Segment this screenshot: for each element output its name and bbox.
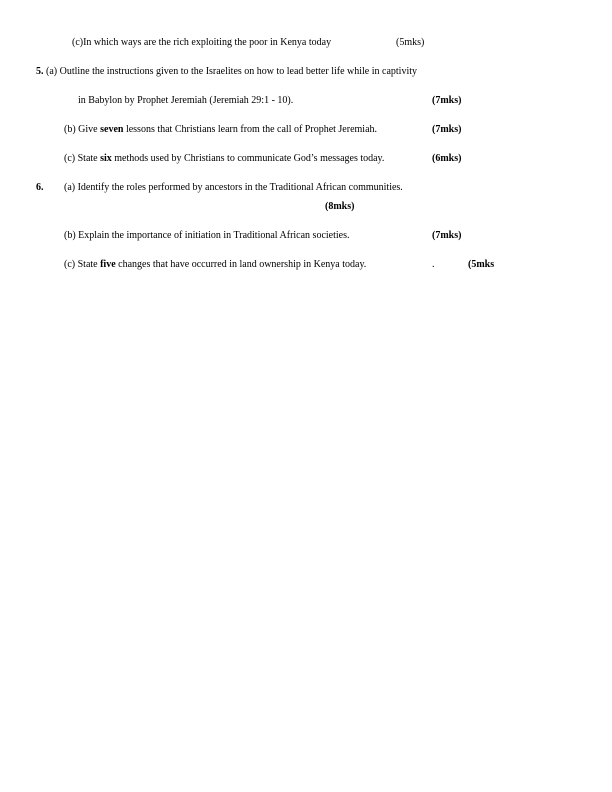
q6-b-marks: (7mks) [432,230,462,241]
q5-b-emphasis: seven [100,124,124,135]
q6-c-emphasis: five [100,259,116,270]
q4c-marks: (5mks) [396,37,425,48]
q5-c-marks: (6mks) [432,153,462,164]
q5-a-marks: (7mks) [432,95,462,106]
q6-b-text: (b) Explain the importance of initiation in Traditional African societies. [64,230,350,241]
q5-c-emphasis: six [100,153,112,164]
q6-c-dot: . [432,259,435,270]
q5-number: 5. [36,66,44,77]
q6-a-text: (a) Identify the roles performed by ancestors in the Traditional African communities. [64,182,403,193]
q5-c-text: (c) State six methods used by Christians to communicate God’s messages today. [64,153,385,164]
q6-a-marks: (8mks) [325,201,355,212]
q5-a-line2: in Babylon by Prophet Jeremiah (Jeremiah 29:1 - 10). [78,95,294,106]
q5-b-marks: (7mks) [432,124,462,135]
q6-c-marks: (5mks [468,259,495,270]
q6-number: 6. [36,182,44,193]
q5-b-text: (b) Give seven lessons that Christians learn from the call of Prophet Jeremiah. [64,124,378,135]
q5-a-text: (a) Outline the instructions given to the Israelites on how to lead better life while in captivity [46,66,418,77]
q4c-text: (c)In which ways are the rich exploiting the poor in Kenya today [72,37,332,48]
q5-a-line1 [36,66,417,78]
q6-c-text: (c) State five changes that have occurred in land ownership in Kenya today. [64,259,367,270]
